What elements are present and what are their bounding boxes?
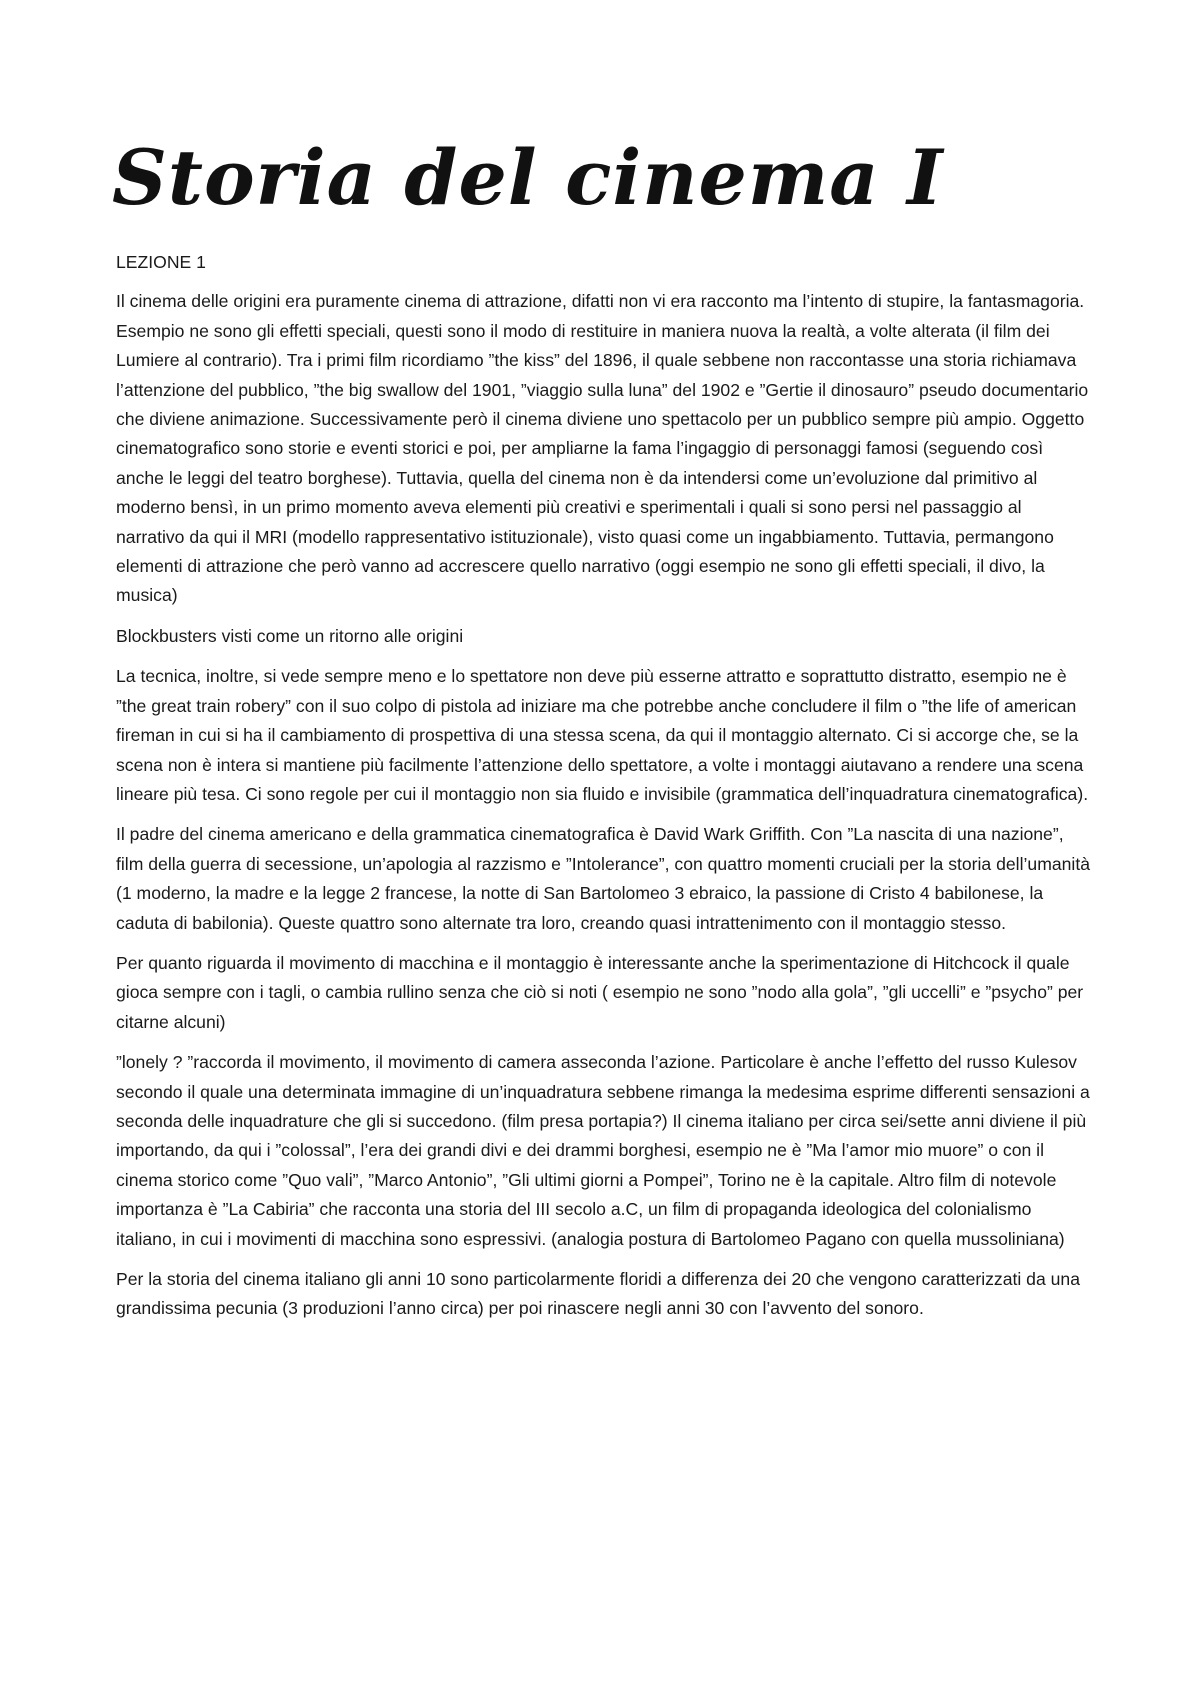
paragraph-blockbusters: Blockbusters visti come un ritorno alle origini xyxy=(116,625,464,646)
paragraph-technique: La tecnica, inoltre, si vede sempre meno e lo spettatore non deve più esserne attratto e soprattutto distratto, esempio ne è ”the great train robery” con il suo colpo di pistola ad iniziare ma che potrebbe anche concludere il film o ”the life of american fireman in cui si ha il cambiamento di prospettiva di una stessa scena, da qui il montaggio alternato. Ci si accorge che, se la scena non è intera si mantiene più facilmente l’attenzione dello spettatore, a volte i montaggi aiutavano a rendere una scena lineare più tesa. Ci sono regole per cui il montaggio non sia fluido e invisibile (grammatica dell’inquadratura cinematografica). xyxy=(116,666,1089,804)
paragraph-griffith: Il padre del cinema americano e della grammatica cinematografica è David Wark Griffith. Con ”La nascita di una nazione”, film della guerra di secessione, un’apologia al razzismo e ”Intolerance”, con quattro momenti cruciali per la storia dell’umanità (1 moderno, la madre e la legge 2 francese, la notte di San Bartolomeo 3 ebraico, la passione di Cristo 4 babilonese, la caduta di babilonia). Queste quattro sono alternate tra loro, creando quasi intrattenimento con il montaggio stesso. xyxy=(116,824,1090,933)
lesson-label: LEZIONE 1 xyxy=(116,252,206,272)
document-title: Storia del cinema I xyxy=(112,133,944,222)
paragraph-italian-cinema: ”lonely ? ”raccorda il movimento, il movimento di camera asseconda l’azione. Particolare è anche l’effetto del russo Kulesov secondo il quale una determinata immagine di un’inquadratura sebbene rimanga la medesima esprime differenti sensazioni a seconda delle inquadrature che gli si succedono. (film presa portapia?) Il cinema italiano per circa sei/sette anni diviene il più importando, da qui i ”colossal”, l’era dei grandi divi e dei drammi borghesi, esempio ne è ”Ma l’amor mio muore” o con il cinema storico come ”Quo vali”, ”Marco Antonio”, ”Gli ultimi giorni a Pompei”, Torino ne è la capitale. Altro film di notevole importanza è ”La Cabiria” che racconta una storia del III secolo a.C, un film di propaganda ideologica del colonialismo italiano, in cui i movimenti di macchina sono espressivi. (analogia postura di Bartolomeo Pagano con quella mussoliniana) xyxy=(116,1052,1090,1249)
document-body xyxy=(116,248,1090,1335)
paragraph-hitchcock: Per quanto riguarda il movimento di macchina e il montaggio è interessante anche la sperimentazione di Hitchcock il quale gioca sempre con i tagli, o cambia rullino senza che ciò si noti ( esempio ne sono ”nodo alla gola”, ”gli uccelli” e ”psycho” per citarne alcuni) xyxy=(116,952,1084,1032)
paragraph-origins: Il cinema delle origini era puramente cinema di attrazione, difatti non vi era racconto ma l’intento di stupire, la fantasmagoria. Esempio ne sono gli effetti speciali, questi sono il modo di restituire in maniera nuova la realtà, a volte alterata (il film dei Lumiere al contrario). Tra i primi film ricordiamo ”the kiss” del 1896, il quale sebbene non raccontasse una storia richiamava l’attenzione del pubblico, ”the big swallow del 1901, ”viaggio sulla luna” del 1902 e ”Gertie il dinosauro” pseudo documentario che diviene animazione. Successivamente però il cinema diviene uno spettacolo per un pubblico sempre più ampio. Oggetto cinematografico sono storie e eventi storici e poi, per ampliarne la fama l’ingaggio di personaggi famosi (seguendo così anche le leggi del teatro borghese). Tuttavia, quella del cinema non è da intendersi come un’evoluzione dal primitivo al moderno bensì, in un primo momento aveva elementi più creativi e sperimentali i quali si sono persi nel passaggio al narrativo da qui il MRI (modello rappresentativo istituzionale), visto quasi come un ingabbiamento. Tuttavia, permangono elementi di attrazione che però vanno ad accrescere quello narrativo (oggi esempio ne sono gli effetti speciali, il divo, la musica) xyxy=(116,291,1089,606)
paragraph-italian-decades: Per la storia del cinema italiano gli anni 10 sono particolarmente floridi a differenza dei 20 che vengono caratterizzati da una grandissima pecunia (3 produzioni l’anno circa) per poi rinascere negli anni 30 con l’avvento del sonoro. xyxy=(116,1269,1080,1319)
